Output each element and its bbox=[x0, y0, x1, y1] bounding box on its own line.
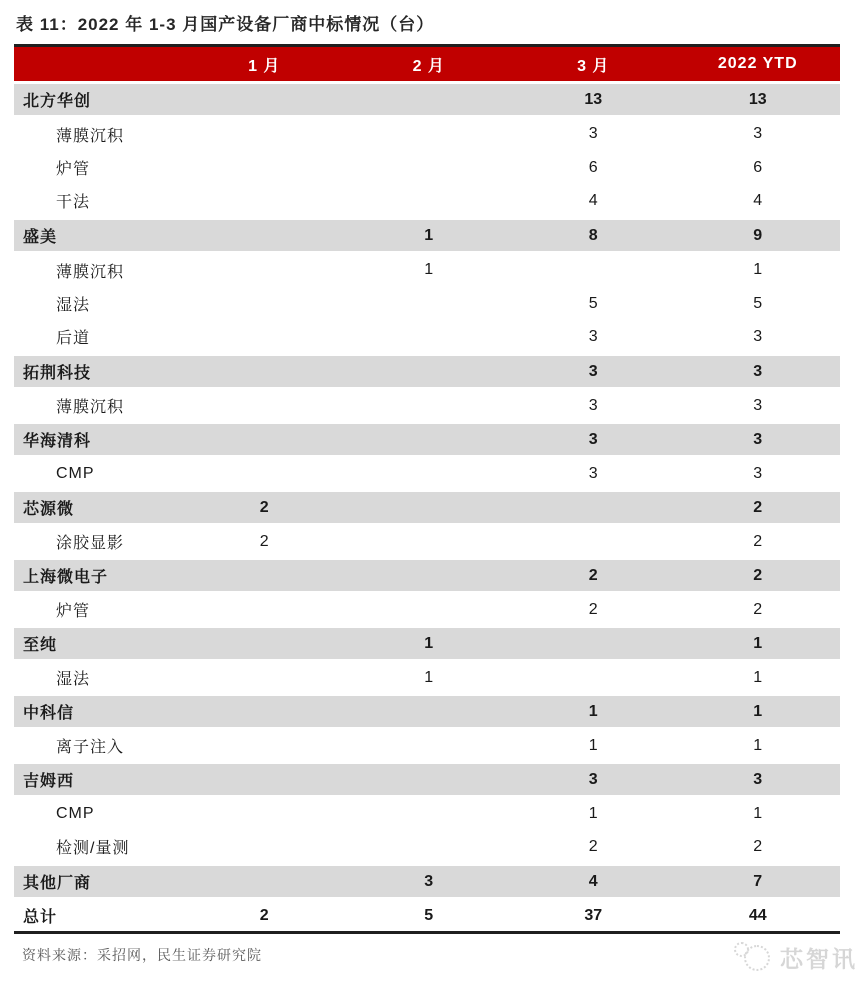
big-circle-icon bbox=[744, 945, 770, 971]
table-row bbox=[14, 865, 840, 899]
table-row bbox=[14, 83, 840, 117]
value-cell bbox=[511, 491, 676, 525]
row-label: 中科信 bbox=[14, 695, 182, 729]
value-cell: 2 bbox=[676, 831, 841, 865]
table-row bbox=[14, 253, 840, 287]
value-cell: 2 bbox=[511, 831, 676, 865]
value-cell: 4 bbox=[511, 185, 676, 219]
value-cell: 3 bbox=[676, 389, 841, 423]
value-cell bbox=[182, 423, 347, 457]
row-label: 干法 bbox=[14, 185, 182, 219]
value-cell: 2 bbox=[511, 593, 676, 627]
column-header: 3 月 bbox=[511, 46, 676, 83]
row-label: 后道 bbox=[14, 321, 182, 355]
row-label: 其他厂商 bbox=[14, 865, 182, 899]
value-cell bbox=[182, 457, 347, 491]
value-cell: 3 bbox=[511, 457, 676, 491]
row-label: 芯源微 bbox=[14, 491, 182, 525]
value-cell bbox=[347, 491, 512, 525]
value-cell bbox=[182, 219, 347, 253]
value-cell: 2 bbox=[676, 491, 841, 525]
row-label: 拓荆科技 bbox=[14, 355, 182, 389]
value-cell bbox=[347, 185, 512, 219]
value-cell bbox=[511, 525, 676, 559]
value-cell bbox=[182, 797, 347, 831]
value-cell: 6 bbox=[511, 151, 676, 185]
value-cell: 1 bbox=[676, 253, 841, 287]
value-cell: 2 bbox=[182, 491, 347, 525]
table-row bbox=[14, 457, 840, 491]
value-cell: 1 bbox=[676, 695, 841, 729]
value-cell: 1 bbox=[511, 729, 676, 763]
value-cell bbox=[347, 423, 512, 457]
value-cell: 2 bbox=[676, 593, 841, 627]
value-cell: 7 bbox=[676, 865, 841, 899]
value-cell bbox=[182, 695, 347, 729]
chip-circles-icon bbox=[734, 942, 772, 974]
watermark-logo bbox=[734, 941, 858, 974]
value-cell: 3 bbox=[511, 423, 676, 457]
value-cell bbox=[182, 559, 347, 593]
table-body bbox=[14, 83, 840, 933]
value-cell bbox=[347, 593, 512, 627]
row-label: 薄膜沉积 bbox=[14, 117, 182, 151]
column-header: 1 月 bbox=[182, 46, 347, 83]
source-note: 资料来源：采招网，民生证券研究院 bbox=[22, 947, 262, 963]
value-cell: 4 bbox=[511, 865, 676, 899]
row-label: 离子注入 bbox=[14, 729, 182, 763]
row-label: 总计 bbox=[14, 899, 182, 933]
value-cell: 8 bbox=[511, 219, 676, 253]
value-cell bbox=[347, 729, 512, 763]
value-cell bbox=[182, 763, 347, 797]
value-cell bbox=[182, 865, 347, 899]
value-cell: 37 bbox=[511, 899, 676, 933]
row-label: 湿法 bbox=[14, 661, 182, 695]
value-cell: 1 bbox=[676, 661, 841, 695]
value-cell: 2 bbox=[676, 559, 841, 593]
value-cell bbox=[182, 83, 347, 117]
value-cell bbox=[182, 831, 347, 865]
value-cell bbox=[182, 151, 347, 185]
value-cell: 3 bbox=[511, 117, 676, 151]
value-cell: 2 bbox=[511, 559, 676, 593]
value-cell bbox=[182, 321, 347, 355]
value-cell: 3 bbox=[511, 389, 676, 423]
table-row bbox=[14, 423, 840, 457]
table-header-row bbox=[14, 46, 840, 83]
table-row bbox=[14, 729, 840, 763]
table-row bbox=[14, 593, 840, 627]
table-row bbox=[14, 117, 840, 151]
table-row bbox=[14, 355, 840, 389]
row-label: 湿法 bbox=[14, 287, 182, 321]
table-row bbox=[14, 661, 840, 695]
table-row bbox=[14, 627, 840, 661]
value-cell: 5 bbox=[676, 287, 841, 321]
value-cell: 1 bbox=[676, 627, 841, 661]
value-cell bbox=[347, 321, 512, 355]
value-cell: 13 bbox=[511, 83, 676, 117]
value-cell: 1 bbox=[347, 627, 512, 661]
value-cell: 6 bbox=[676, 151, 841, 185]
row-label: 至纯 bbox=[14, 627, 182, 661]
watermark-text: 芯智讯 bbox=[780, 946, 858, 972]
value-cell: 1 bbox=[511, 695, 676, 729]
table-row bbox=[14, 831, 840, 865]
table-row bbox=[14, 899, 840, 933]
value-cell bbox=[182, 593, 347, 627]
value-cell bbox=[182, 627, 347, 661]
value-cell bbox=[182, 389, 347, 423]
value-cell: 5 bbox=[511, 287, 676, 321]
value-cell: 9 bbox=[676, 219, 841, 253]
table-row bbox=[14, 797, 840, 831]
value-cell: 3 bbox=[511, 321, 676, 355]
value-cell bbox=[182, 117, 347, 151]
column-header: 2022 YTD bbox=[676, 46, 841, 83]
row-label: 检测/量测 bbox=[14, 831, 182, 865]
value-cell: 3 bbox=[676, 321, 841, 355]
column-header-empty bbox=[14, 46, 182, 83]
value-cell bbox=[347, 355, 512, 389]
value-cell bbox=[347, 83, 512, 117]
value-cell: 44 bbox=[676, 899, 841, 933]
value-cell bbox=[511, 627, 676, 661]
value-cell: 3 bbox=[676, 423, 841, 457]
table-row bbox=[14, 287, 840, 321]
value-cell: 3 bbox=[511, 763, 676, 797]
value-cell: 3 bbox=[676, 355, 841, 389]
table-row bbox=[14, 695, 840, 729]
value-cell bbox=[511, 661, 676, 695]
row-label: 涂胶显影 bbox=[14, 525, 182, 559]
row-label: 北方华创 bbox=[14, 83, 182, 117]
row-label: CMP bbox=[14, 457, 182, 491]
bid-results-table bbox=[14, 44, 840, 934]
value-cell bbox=[347, 389, 512, 423]
value-cell: 3 bbox=[676, 457, 841, 491]
value-cell bbox=[182, 355, 347, 389]
value-cell: 1 bbox=[347, 219, 512, 253]
value-cell bbox=[511, 253, 676, 287]
value-cell bbox=[347, 525, 512, 559]
value-cell bbox=[182, 185, 347, 219]
value-cell bbox=[182, 287, 347, 321]
row-label: 华海清科 bbox=[14, 423, 182, 457]
table-row bbox=[14, 525, 840, 559]
row-label: 上海微电子 bbox=[14, 559, 182, 593]
row-label: 吉姆西 bbox=[14, 763, 182, 797]
table-row bbox=[14, 491, 840, 525]
value-cell: 13 bbox=[676, 83, 841, 117]
table-row bbox=[14, 321, 840, 355]
value-cell bbox=[347, 763, 512, 797]
value-cell bbox=[347, 151, 512, 185]
column-header: 2 月 bbox=[347, 46, 512, 83]
row-label: 炉管 bbox=[14, 151, 182, 185]
table-row bbox=[14, 219, 840, 253]
value-cell bbox=[182, 729, 347, 763]
value-cell bbox=[347, 797, 512, 831]
value-cell: 3 bbox=[511, 355, 676, 389]
value-cell bbox=[182, 253, 347, 287]
table-title: 表 11：2022 年 1-3 月国产设备厂商中标情况（台） bbox=[16, 15, 435, 34]
value-cell: 1 bbox=[676, 797, 841, 831]
row-label: 薄膜沉积 bbox=[14, 389, 182, 423]
value-cell: 2 bbox=[182, 899, 347, 933]
value-cell bbox=[182, 661, 347, 695]
value-cell: 3 bbox=[676, 763, 841, 797]
value-cell bbox=[347, 117, 512, 151]
value-cell bbox=[347, 559, 512, 593]
value-cell: 1 bbox=[347, 661, 512, 695]
value-cell: 3 bbox=[676, 117, 841, 151]
table-row bbox=[14, 559, 840, 593]
value-cell: 1 bbox=[676, 729, 841, 763]
value-cell: 2 bbox=[676, 525, 841, 559]
table-row bbox=[14, 763, 840, 797]
value-cell: 4 bbox=[676, 185, 841, 219]
row-label: 炉管 bbox=[14, 593, 182, 627]
value-cell: 1 bbox=[511, 797, 676, 831]
value-cell: 3 bbox=[347, 865, 512, 899]
row-label: 盛美 bbox=[14, 219, 182, 253]
value-cell: 1 bbox=[347, 253, 512, 287]
value-cell bbox=[347, 287, 512, 321]
table-row bbox=[14, 389, 840, 423]
table-row bbox=[14, 185, 840, 219]
value-cell: 5 bbox=[347, 899, 512, 933]
value-cell: 2 bbox=[182, 525, 347, 559]
table-row bbox=[14, 151, 840, 185]
value-cell bbox=[347, 695, 512, 729]
row-label: 薄膜沉积 bbox=[14, 253, 182, 287]
row-label: CMP bbox=[14, 797, 182, 831]
value-cell bbox=[347, 457, 512, 491]
value-cell bbox=[347, 831, 512, 865]
